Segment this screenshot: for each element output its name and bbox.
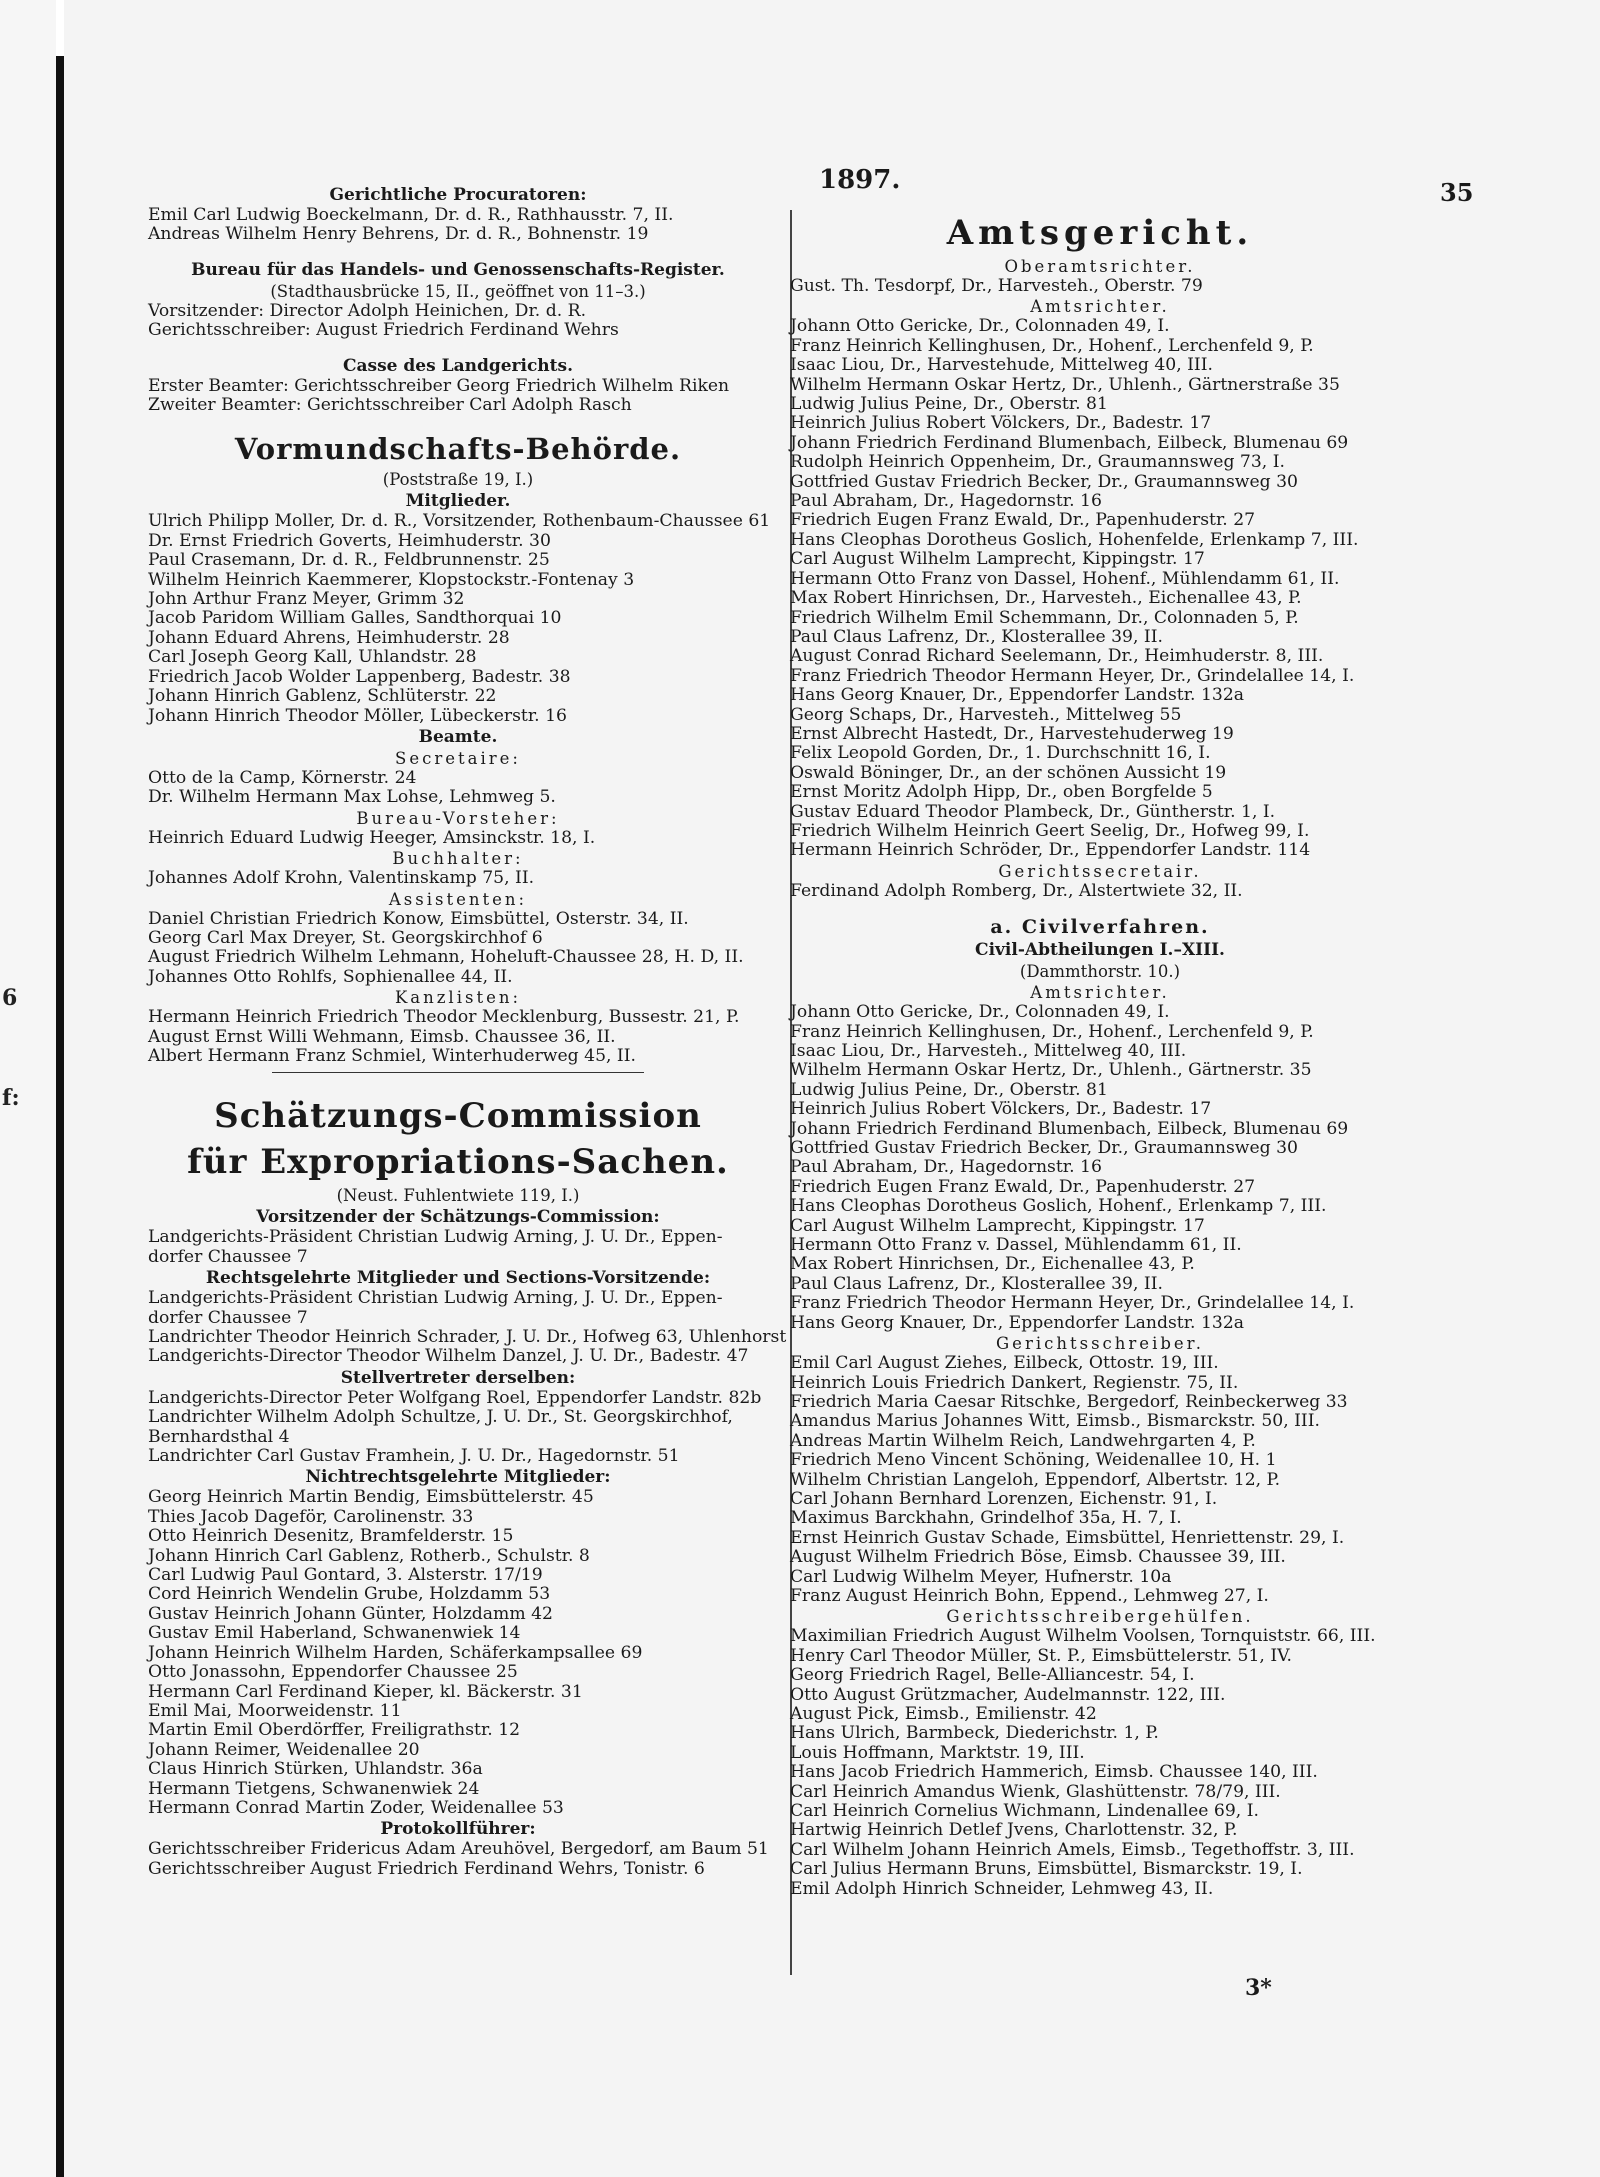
list-item: Hans Ulrich, Barmbeck, Diederichstr. 1, P. xyxy=(790,1723,1159,1744)
list-item: Johannes Otto Rohlfs, Sophienallee 44, II. xyxy=(148,966,513,987)
list-item: Claus Hinrich Stürken, Uhlandstr. 36a xyxy=(148,1759,483,1780)
list-item: Otto Jonassohn, Eppendorfer Chaussee 25 xyxy=(148,1662,518,1683)
list-item: Wilhelm Christian Langeloh, Eppendorf, Albertstr. 12, P. xyxy=(790,1469,1281,1490)
entry-list xyxy=(790,1003,1410,1333)
list-item: Georg Heinrich Martin Bendig, Eimsbüttelerstr. 45 xyxy=(148,1487,594,1508)
list-item: August Friedrich Wilhelm Lehmann, Hoheluft-Chaussee 28, H. D, II. xyxy=(148,947,744,968)
list-item: Vorsitzender: Director Adolph Heinichen, Dr. d. R. xyxy=(148,300,587,321)
list-item: Dr. Ernst Friedrich Goverts, Heimhuderstr. 30 xyxy=(148,530,551,551)
book-spine xyxy=(56,56,64,2177)
list-item: Albert Hermann Franz Schmiel, Winterhuderweg 45, II. xyxy=(148,1045,636,1066)
role-title: Oberamtsrichter. xyxy=(1004,257,1196,276)
list-item: Johann Hinrich Gablenz, Schlüterstr. 22 xyxy=(148,686,497,707)
list-item: Hermann Carl Ferdinand Kieper, kl. Bäckerstr. 31 xyxy=(148,1681,583,1702)
entry-list xyxy=(148,869,768,888)
role-title: Kanzlisten: xyxy=(394,988,522,1008)
list-item: Andreas Wilhelm Henry Behrens, Dr. d. R., Bohnenstr. 19 xyxy=(148,224,649,245)
list-item: Zweiter Beamter: Gerichtsschreiber Carl Adolph Rasch xyxy=(148,395,632,416)
list-item: Wilhelm Hermann Oskar Hertz, Dr., Uhlenh., Gärtnerstr. 35 xyxy=(790,1060,1312,1081)
list-item: Friedrich Wilhelm Heinrich Geert Seelig, Dr., Hofweg 99, I. xyxy=(790,820,1310,841)
role-title: Gerichtssecretair. xyxy=(998,861,1202,881)
entry-list xyxy=(148,302,768,341)
list-item: Johann Friedrich Ferdinand Blumenbach, Eilbeck, Blumenau 69 xyxy=(790,432,1349,453)
list-item: Gustav Heinrich Johann Günter, Holzdamm 42 xyxy=(148,1603,553,1624)
entry-list xyxy=(148,206,768,245)
entry-list xyxy=(790,317,1410,860)
list-item: Johannes Adolf Krohn, Valentinskamp 75, II. xyxy=(148,868,535,889)
list-item: Otto de la Camp, Körnerstr. 24 xyxy=(148,767,417,788)
list-item: Franz Friedrich Theodor Hermann Heyer, Dr., Grindelallee 14, I. xyxy=(790,665,1355,686)
list-item: Paul Claus Lafrenz, Dr., Klosterallee 39, II. xyxy=(790,1273,1163,1294)
list-item: Amandus Marius Johannes Witt, Eimsb., Bismarckstr. 50, III. xyxy=(790,1411,1320,1432)
list-item: Otto Heinrich Desenitz, Bramfelderstr. 15 xyxy=(148,1526,514,1547)
list-item: Felix Leopold Gorden, Dr., 1. Durchschnitt 16, I. xyxy=(790,743,1211,764)
list-item: August Pick, Eimsb., Emilienstr. 42 xyxy=(790,1704,1097,1724)
list-item: Thies Jacob Dageför, Carolinenstr. 33 xyxy=(148,1506,474,1527)
list-item: Emil Carl August Ziehes, Eilbeck, Ottostr. 19, III. xyxy=(790,1353,1219,1374)
list-item: Isaac Liou, Dr., Harvestehude, Mittelweg 40, III. xyxy=(790,355,1213,376)
entry-list xyxy=(790,277,1410,296)
entry-list xyxy=(148,1228,768,1267)
list-item: Hermann Otto Franz v. Dassel, Mühlendamm 61, II. xyxy=(790,1235,1242,1256)
list-item: August Ernst Willi Wehmann, Eimsb. Chaussee 36, II. xyxy=(148,1026,616,1047)
subsection-title: Civil-Abtheilungen I.–XIII. xyxy=(975,940,1225,961)
section-address: (Dammthorstr. 10.) xyxy=(1019,962,1181,982)
entry-list xyxy=(148,769,768,808)
section-heading: für Expropriations-Sachen. xyxy=(187,1142,729,1183)
list-item: Landrichter Carl Gustav Framhein, J. U. Dr., Hagedornstr. 51 xyxy=(148,1446,680,1467)
list-item: Gerichtsschreiber Fridericus Adam Areuhövel, Bergedorf, am Baum 51 xyxy=(148,1839,769,1860)
list-item: Carl Julius Hermann Bruns, Eimsbüttel, Bismarckstr. 19, I. xyxy=(790,1859,1303,1880)
list-item: Johann Otto Gericke, Dr., Colonnaden 49, I. xyxy=(790,316,1170,337)
list-item: Hermann Heinrich Schröder, Dr., Eppendorfer Landstr. 114 xyxy=(790,840,1311,861)
section-title: Casse des Landgerichts. xyxy=(343,355,573,376)
list-item: Gustav Emil Haberland, Schwanenwiek 14 xyxy=(148,1623,521,1644)
list-item: Erster Beamter: Gerichtsschreiber Georg Friedrich Wilhelm Riken xyxy=(148,375,730,396)
list-item: Franz Heinrich Kellinghusen, Dr., Hohenf., Lerchenfeld 9, P. xyxy=(790,1021,1314,1042)
list-item: Hermann Heinrich Friedrich Theodor Mecklenburg, Bussestr. 21, P. xyxy=(148,1007,740,1028)
page-year: 1897. xyxy=(819,165,901,195)
list-item: Landgerichts-Director Theodor Wilhelm Danzel, J. U. Dr., Badestr. 47 xyxy=(148,1346,749,1367)
list-item: Otto August Grützmacher, Audelmannstr. 122, III. xyxy=(790,1684,1226,1705)
list-item: Hermann Tietgens, Schwanenwiek 24 xyxy=(148,1778,480,1799)
list-item: Heinrich Julius Robert Völckers, Dr., Badestr. 17 xyxy=(790,1099,1212,1120)
entry-list xyxy=(148,1288,787,1367)
list-item: Cord Heinrich Wendelin Grube, Holzdamm 53 xyxy=(148,1584,551,1605)
list-item: Jacob Paridom William Galles, Sandthorquai 10 xyxy=(148,608,562,629)
entry-list xyxy=(148,1008,768,1066)
list-item: Friedrich Maria Caesar Ritschke, Bergedorf, Reinbeckerweg 33 xyxy=(790,1391,1348,1412)
list-item: Carl Johann Bernhard Lorenzen, Eichenstr. 91, I. xyxy=(790,1488,1218,1509)
list-item: Carl Heinrich Cornelius Wichmann, Lindenallee 69, I. xyxy=(790,1801,1259,1822)
list-item: Max Robert Hinrichsen, Dr., Eichenallee 43, P. xyxy=(790,1254,1195,1275)
subsection-title: Beamte. xyxy=(418,726,498,747)
entry-list xyxy=(148,377,768,416)
list-item: Friedrich Eugen Franz Ewald, Dr., Papenhuderstr. 27 xyxy=(790,510,1256,531)
list-item: Paul Claus Lafrenz, Dr., Klosterallee 39, II. xyxy=(790,626,1163,647)
entry-list xyxy=(148,829,768,848)
list-item: Hans Cleophas Dorotheus Goslich, Hohenfelde, Erlenkamp 7, III. xyxy=(790,529,1359,550)
list-item: Carl August Wilhelm Lamprecht, Kippingstr. 17 xyxy=(790,549,1205,570)
subsection-title: Rechtsgelehrte Mitglieder und Sections-Vorsitzende: xyxy=(205,1268,711,1289)
section-address: (Stadthausbrücke 15, II., geöffnet von 11–3.) xyxy=(270,281,646,301)
subsection-title: Protokollführer: xyxy=(380,1819,536,1840)
list-item: Gustav Eduard Theodor Plambeck, Dr., Güntherstr. 1, I. xyxy=(790,801,1276,822)
list-item: Dr. Wilhelm Hermann Max Lohse, Lehmweg 5. xyxy=(148,787,556,808)
role-title: Gerichtsschreiber. xyxy=(996,1334,1204,1354)
role-title: Buchhalter: xyxy=(392,849,524,869)
list-item: Ulrich Philipp Moller, Dr. d. R., Vorsitzender, Rothenbaum-Chaussee 61 xyxy=(148,511,771,532)
entry-list xyxy=(148,1840,768,1879)
previous-page-mark: f: xyxy=(2,1085,20,1111)
list-item: Andreas Martin Wilhelm Reich, Landwehrgarten 4, P. xyxy=(790,1430,1256,1451)
list-item: Hans Jacob Friedrich Hammerich, Eimsb. Chaussee 140, III. xyxy=(790,1762,1318,1783)
list-item: Paul Abraham, Dr., Hagedornstr. 16 xyxy=(790,491,1102,512)
list-item: Carl Ludwig Wilhelm Meyer, Hufnerstr. 10a xyxy=(790,1566,1172,1587)
role-title: Secretaire: xyxy=(395,748,521,768)
section-address: (Neust. Fuhlentwiete 119, I.) xyxy=(336,1186,580,1206)
section-title: Gerichtliche Procuratoren: xyxy=(329,185,587,205)
left-column xyxy=(148,184,787,1879)
role-title: Gerichtsschreibergehülfen. xyxy=(946,1607,1254,1627)
list-item: Johann Eduard Ahrens, Heimhuderstr. 28 xyxy=(148,627,510,648)
list-item: Henry Carl Theodor Müller, St. P., Eimsbüttelerstr. 51, IV. xyxy=(790,1645,1292,1666)
list-item: Landgerichts-Präsident Christian Ludwig Arning, J. U. Dr., Eppen- xyxy=(148,1227,723,1248)
list-item: Johann Otto Gericke, Dr., Colonnaden 49, I. xyxy=(790,1002,1170,1023)
list-item: Ernst Moritz Adolph Hipp, Dr., oben Borgfelde 5 xyxy=(790,782,1213,803)
list-item: Gerichtsschreiber: August Friedrich Ferdinand Wehrs xyxy=(148,320,619,341)
section-address: (Poststraße 19, I.) xyxy=(382,470,534,490)
section-title: Bureau für das Handels- und Genossenschafts-Register. xyxy=(191,259,725,280)
subsection-title: Nichtrechtsgelehrte Mitglieder: xyxy=(305,1467,611,1488)
list-item: Johann Heinrich Wilhelm Harden, Schäferkampsallee 69 xyxy=(148,1642,643,1663)
list-item: Johann Friedrich Ferdinand Blumenbach, Eilbeck, Blumenau 69 xyxy=(790,1118,1349,1139)
list-item: Emil Carl Ludwig Boeckelmann, Dr. d. R., Rathhausstr. 7, II. xyxy=(148,205,674,225)
page-number: 35 xyxy=(1440,178,1474,207)
list-item: Johann Hinrich Carl Gablenz, Rotherb., Schulstr. 8 xyxy=(148,1545,590,1566)
list-item: Carl Joseph Georg Kall, Uhlandstr. 28 xyxy=(148,647,477,668)
list-item: Louis Hoffmann, Marktstr. 19, III. xyxy=(790,1742,1085,1763)
list-item: Franz Friedrich Theodor Hermann Heyer, Dr., Grindelallee 14, I. xyxy=(790,1293,1355,1314)
list-item: dorfer Chaussee 7 xyxy=(148,1246,308,1267)
list-item: Georg Carl Max Dreyer, St. Georgskirchhof 6 xyxy=(148,927,543,948)
subsection-title: Mitglieder. xyxy=(405,491,511,512)
list-item: Hermann Conrad Martin Zoder, Weidenallee 53 xyxy=(148,1797,564,1818)
list-item: Hermann Otto Franz von Dassel, Hohenf., Mühlendamm 61, II. xyxy=(790,568,1340,589)
role-title: Amtsrichter. xyxy=(1030,297,1170,317)
entry-list xyxy=(790,1354,1410,1606)
list-item: Friedrich Meno Vincent Schöning, Weidenallee 10, H. 1 xyxy=(790,1450,1277,1471)
subsection-heading: a. Civilverfahren. xyxy=(990,916,1210,939)
signature-mark: 3* xyxy=(1245,1975,1272,2001)
entry-list xyxy=(148,511,771,726)
list-item: John Arthur Franz Meyer, Grimm 32 xyxy=(148,589,465,610)
list-item: Heinrich Julius Robert Völckers, Dr., Badestr. 17 xyxy=(790,413,1212,434)
list-item: Maximus Barckhahn, Grindelhof 35a, H. 7, I. xyxy=(790,1508,1182,1529)
list-item: Johann Reimer, Weidenallee 20 xyxy=(148,1739,420,1760)
list-item: Friedrich Jacob Wolder Lappenberg, Badestr. 38 xyxy=(148,666,571,687)
role-title: Bureau-Vorsteher: xyxy=(356,808,560,828)
previous-page-mark: 6 xyxy=(2,985,18,1011)
entry-list xyxy=(148,910,768,988)
list-item: Georg Friedrich Ragel, Belle-Alliancestr. 54, I. xyxy=(790,1665,1195,1686)
list-item: Martin Emil Oberdörffer, Freiligrathstr. 12 xyxy=(148,1720,521,1741)
list-item: Daniel Christian Friedrich Konow, Eimsbüttel, Osterstr. 34, II. xyxy=(148,908,689,929)
right-column xyxy=(790,210,1410,1899)
list-item: Hans Georg Knauer, Dr., Eppendorfer Landstr. 132a xyxy=(790,1312,1245,1333)
list-item: Landgerichts-Director Peter Wolfgang Roel, Eppendorfer Landstr. 82b xyxy=(148,1387,762,1408)
list-item: Franz Heinrich Kellinghusen, Dr., Hohenf., Lerchenfeld 9, P. xyxy=(790,335,1314,356)
list-item: Isaac Liou, Dr., Harvesteh., Mittelweg 40, III. xyxy=(790,1041,1187,1061)
list-item: Ernst Heinrich Gustav Schade, Eimsbüttel, Henriettenstr. 29, I. xyxy=(790,1527,1345,1548)
list-item: Wilhelm Heinrich Kaemmerer, Klopstockstr.-Fontenay 3 xyxy=(148,569,635,590)
section-heading: Schätzungs-Commission xyxy=(214,1096,702,1137)
list-item: Ferdinand Adolph Romberg, Dr., Alstertwiete 32, II. xyxy=(790,880,1243,901)
list-item: Paul Crasemann, Dr. d. R., Feldbrunnenstr. 25 xyxy=(148,550,550,571)
list-item: Johann Hinrich Theodor Möller, Lübeckerstr. 16 xyxy=(148,705,567,726)
list-item: Ludwig Julius Peine, Dr., Oberstr. 81 xyxy=(790,1079,1108,1100)
list-item: Paul Abraham, Dr., Hagedornstr. 16 xyxy=(790,1157,1102,1178)
list-item: Landrichter Wilhelm Adolph Schultze, J. U. Dr., St. Georgskirchhof, xyxy=(148,1407,733,1428)
list-item: August Wilhelm Friedrich Böse, Eimsb. Chaussee 39, III. xyxy=(790,1547,1286,1568)
subsection-title: Stellvertreter derselben: xyxy=(340,1367,576,1388)
list-item: Wilhelm Hermann Oskar Hertz, Dr., Uhlenh., Gärtnerstraße 35 xyxy=(790,374,1340,395)
entry-list xyxy=(790,1627,1410,1899)
role-title: Assistenten: xyxy=(388,889,528,909)
list-item: Carl August Wilhelm Lamprecht, Kippingstr. 17 xyxy=(790,1215,1205,1236)
entry-list xyxy=(148,1488,768,1818)
list-item: Carl Ludwig Paul Gontard, 3. Alsterstr. 17/19 xyxy=(148,1565,543,1586)
list-item: Maximilian Friedrich August Wilhelm Voolsen, Tornquiststr. 66, III. xyxy=(790,1626,1376,1647)
list-item: Friedrich Wilhelm Emil Schemmann, Dr., Colonnaden 5, P. xyxy=(790,607,1299,628)
list-item: Friedrich Eugen Franz Ewald, Dr., Papenhuderstr. 27 xyxy=(790,1176,1256,1197)
list-item: Emil Mai, Moorweidenstr. 11 xyxy=(148,1700,402,1721)
list-item: Emil Adolph Hinrich Schneider, Lehmweg 43, II. xyxy=(790,1878,1214,1899)
entry-list xyxy=(790,882,1410,901)
list-item: Hartwig Heinrich Detlef Jvens, Charlottenstr. 32, P. xyxy=(790,1820,1238,1841)
separator-rule xyxy=(272,1072,644,1073)
list-item: Carl Wilhelm Johann Heinrich Amels, Eimsb., Tegethoffstr. 3, III. xyxy=(790,1839,1355,1860)
list-item: Heinrich Louis Friedrich Dankert, Regienstr. 75, II. xyxy=(790,1372,1239,1393)
list-item: Gerichtsschreiber August Friedrich Ferdinand Wehrs, Tonistr. 6 xyxy=(148,1858,705,1879)
list-item: Hans Cleophas Dorotheus Goslich, Hohenf., Erlenkamp 7, III. xyxy=(790,1196,1327,1217)
list-item: Gust. Th. Tesdorpf, Dr., Harvesteh., Oberstr. 79 xyxy=(790,276,1203,296)
list-item: Gottfried Gustav Friedrich Becker, Dr., Graumannsweg 30 xyxy=(790,471,1298,492)
section-heading: Amtsgericht. xyxy=(946,213,1254,253)
list-item: Bernhardsthal 4 xyxy=(148,1426,290,1447)
list-item: Gottfried Gustav Friedrich Becker, Dr., Graumannsweg 30 xyxy=(790,1138,1298,1159)
role-title: Amtsrichter. xyxy=(1030,983,1170,1003)
list-item: Heinrich Eduard Ludwig Heeger, Amsinckstr. 18, I. xyxy=(148,827,596,848)
list-item: dorfer Chaussee 7 xyxy=(148,1307,308,1328)
list-item: Max Robert Hinrichsen, Dr., Harvesteh., Eichenallee 43, P. xyxy=(790,588,1302,609)
list-item: Rudolph Heinrich Oppenheim, Dr., Graumannsweg 73, I. xyxy=(790,452,1285,473)
list-item: Ludwig Julius Peine, Dr., Oberstr. 81 xyxy=(790,394,1108,415)
list-item: Landgerichts-Präsident Christian Ludwig Arning, J. U. Dr., Eppen- xyxy=(148,1288,723,1309)
section-heading: Vormundschafts-Behörde. xyxy=(234,432,682,467)
list-item: Hans Georg Knauer, Dr., Eppendorfer Landstr. 132a xyxy=(790,685,1245,706)
list-item: Carl Heinrich Amandus Wienk, Glashüttenstr. 78/79, III. xyxy=(790,1781,1281,1802)
list-item: August Conrad Richard Seelemann, Dr., Heimhuderstr. 8, III. xyxy=(790,646,1324,667)
previous-page-edge xyxy=(0,0,56,2177)
list-item: Landrichter Theodor Heinrich Schrader, J. U. Dr., Hofweg 63, Uhlenhorst xyxy=(148,1327,787,1347)
list-item: Ernst Albrecht Hastedt, Dr., Harvestehuderweg 19 xyxy=(790,723,1234,744)
subsection-title: Vorsitzender der Schätzungs-Commission: xyxy=(256,1207,660,1228)
list-item: Franz August Heinrich Bohn, Eppend., Lehmweg 27, I. xyxy=(790,1585,1269,1606)
list-item: Oswald Böninger, Dr., an der schönen Aussicht 19 xyxy=(790,762,1227,783)
list-item: Georg Schaps, Dr., Harvesteh., Mittelweg 55 xyxy=(790,704,1182,725)
entry-list xyxy=(148,1389,768,1467)
